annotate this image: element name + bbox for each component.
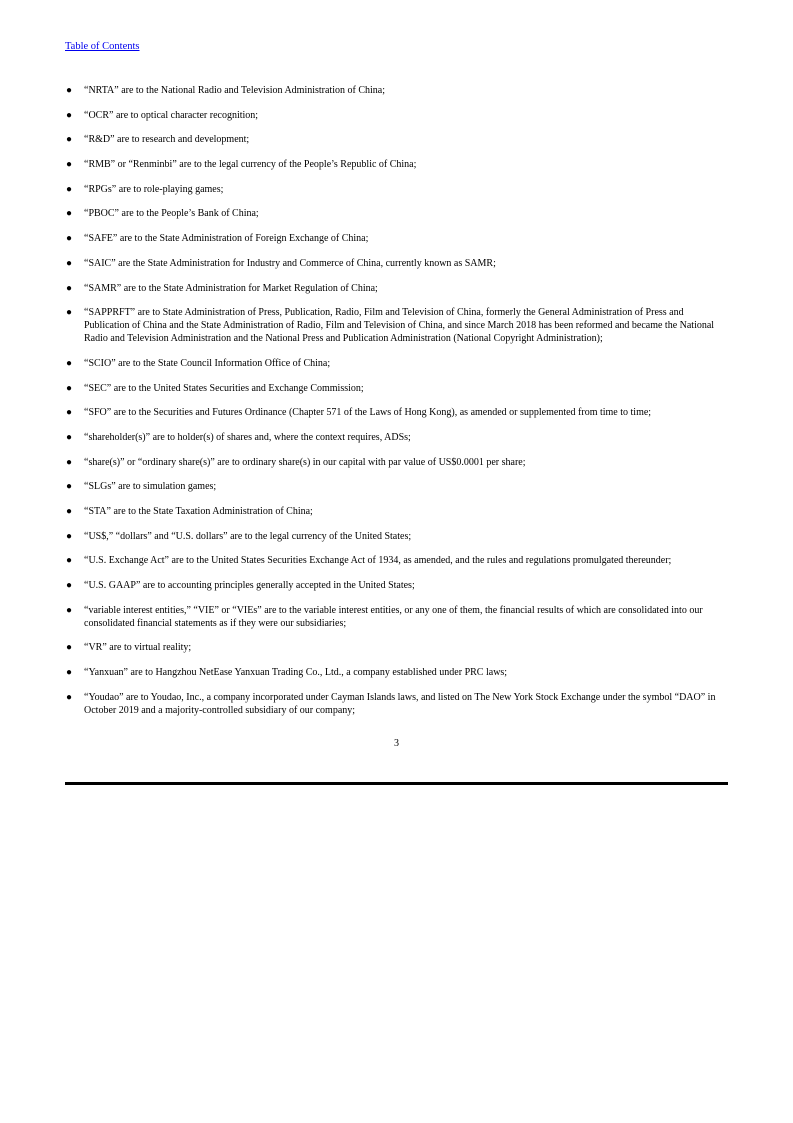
definition-text: “SFO” are to the Securities and Futures Ordinance (Chapter 571 of the Laws of Hong Kong), as amended or supplemented from time to time;	[84, 407, 652, 419]
definition-item	[65, 431, 730, 444]
definition-text: “SAIC” are the State Administration for Industry and Commerce of China, currently known as SAMR;	[84, 257, 496, 269]
bullet-icon: ●	[66, 506, 73, 517]
definition-item	[65, 406, 730, 419]
table-of-contents-link[interactable]: Table of Contents	[65, 41, 140, 52]
definition-text: “RMB” or “Renminbi” are to the legal currency of the People’s Republic of China;	[84, 159, 417, 171]
definition-item	[65, 505, 730, 518]
definition-text: “shareholder(s)” are to holder(s) of shares and, where the context requires, ADSs;	[84, 431, 411, 443]
definition-item	[65, 306, 730, 345]
bullet-icon: ●	[66, 431, 73, 443]
definition-text: “PBOC” are to the People’s Bank of China;	[84, 208, 259, 220]
definition-text: “STA” are to the State Taxation Administration of China;	[84, 506, 313, 517]
bullet-icon: ●	[66, 183, 73, 195]
definition-text: “OCR” are to optical character recognition;	[84, 109, 259, 121]
definition-text: “R&D” are to research and development;	[84, 134, 250, 146]
definition-text: “Youdao” are to Youdao, Inc., a company incorporated under Cayman Islands laws, and listed on The New York Stock Exchange under the symbol “DAO” in October 2019 and a majority-controlled subsidiary of our company;	[84, 691, 716, 716]
definition-text: “NRTA” are to the National Radio and Television Administration of China;	[84, 85, 385, 96]
definition-item	[65, 158, 730, 171]
bullet-icon: ●	[66, 257, 73, 269]
definition-item	[65, 480, 730, 493]
definition-text: “RPGs” are to role-playing games;	[84, 183, 224, 195]
definition-text: “Yanxuan” are to Hangzhou NetEase Yanxuan Trading Co., Ltd., a company established under PRC laws;	[84, 667, 508, 679]
definition-item	[65, 232, 730, 245]
definition-item	[65, 530, 730, 543]
bullet-icon: ●	[66, 233, 73, 245]
bullet-icon: ●	[66, 481, 73, 493]
page-number: 3	[394, 738, 399, 749]
bullet-icon: ●	[66, 282, 73, 294]
definition-item	[65, 382, 730, 395]
definition-item	[65, 257, 730, 270]
definition-item	[65, 666, 730, 679]
definition-text: “SAPPRFT” are to State Administration of Press, Publication, Radio, Film and Television of China, formerly the General Administration of Press and Publication of China and the State Administration of Radio, Film and Television of China, and since March 2018 has been reformed and became the National Radio and Television Administration and the National Press and Publication Administration (National Copyright Administration);	[84, 307, 715, 345]
definition-item	[65, 357, 730, 370]
definition-text: “variable interest entities,” “VIE” or “VIEs” are to the variable interest entities, or any one of them, the financial results of which are consolidated into our consolidated financial statements as if they were our subsidiaries;	[84, 604, 703, 629]
definition-item	[65, 554, 730, 567]
definition-item	[65, 133, 730, 146]
definition-item	[65, 579, 730, 592]
bullet-icon: ●	[66, 382, 73, 394]
bullet-icon: ●	[66, 307, 73, 319]
bullet-icon: ●	[66, 667, 73, 679]
bullet-icon: ●	[66, 85, 73, 96]
bullet-icon: ●	[66, 134, 73, 146]
bullet-icon: ●	[66, 456, 73, 468]
bullet-icon: ●	[66, 159, 73, 171]
bullet-icon: ●	[66, 109, 73, 121]
bullet-icon: ●	[66, 604, 73, 616]
definition-item	[65, 84, 730, 97]
bullet-icon: ●	[66, 407, 73, 419]
definition-text: “SAMR” are to the State Administration for Market Regulation of China;	[84, 282, 378, 294]
definition-text: “SEC” are to the United States Securities and Exchange Commission;	[84, 382, 364, 394]
definition-text: “US$,” “dollars” and “U.S. dollars” are to the legal currency of the United States;	[84, 530, 412, 542]
definition-item	[65, 109, 730, 122]
definition-text: “U.S. Exchange Act” are to the United States Securities Exchange Act of 1934, as amended, and the rules and regulations promulgated thereunder;	[84, 555, 672, 567]
definition-item	[65, 207, 730, 220]
definition-item	[65, 456, 730, 469]
bullet-icon: ●	[66, 357, 73, 369]
bullet-icon: ●	[66, 208, 73, 220]
definition-text: “SAFE” are to the State Administration of Foreign Exchange of China;	[84, 233, 369, 245]
definition-item	[65, 604, 730, 630]
definition-text: “SCIO” are to the State Council Information Office of China;	[84, 357, 331, 369]
definition-text: “SLGs” are to simulation games;	[84, 481, 217, 493]
definition-text: “U.S. GAAP” are to accounting principles generally accepted in the United States;	[84, 580, 415, 592]
definition-item	[65, 641, 730, 654]
bullet-icon: ●	[66, 580, 73, 592]
definitions-list	[65, 84, 730, 729]
definition-item	[65, 691, 730, 717]
definition-text: “VR” are to virtual reality;	[84, 642, 192, 654]
definition-item	[65, 183, 730, 196]
bullet-icon: ●	[66, 530, 73, 542]
definition-item	[65, 282, 730, 295]
bullet-icon: ●	[66, 642, 73, 654]
definition-text: “share(s)” or “ordinary share(s)” are to ordinary share(s) in our capital with par value of US$0.0001 per share;	[84, 456, 526, 468]
bullet-icon: ●	[66, 691, 73, 703]
page-divider	[65, 782, 728, 785]
bullet-icon: ●	[66, 555, 73, 567]
